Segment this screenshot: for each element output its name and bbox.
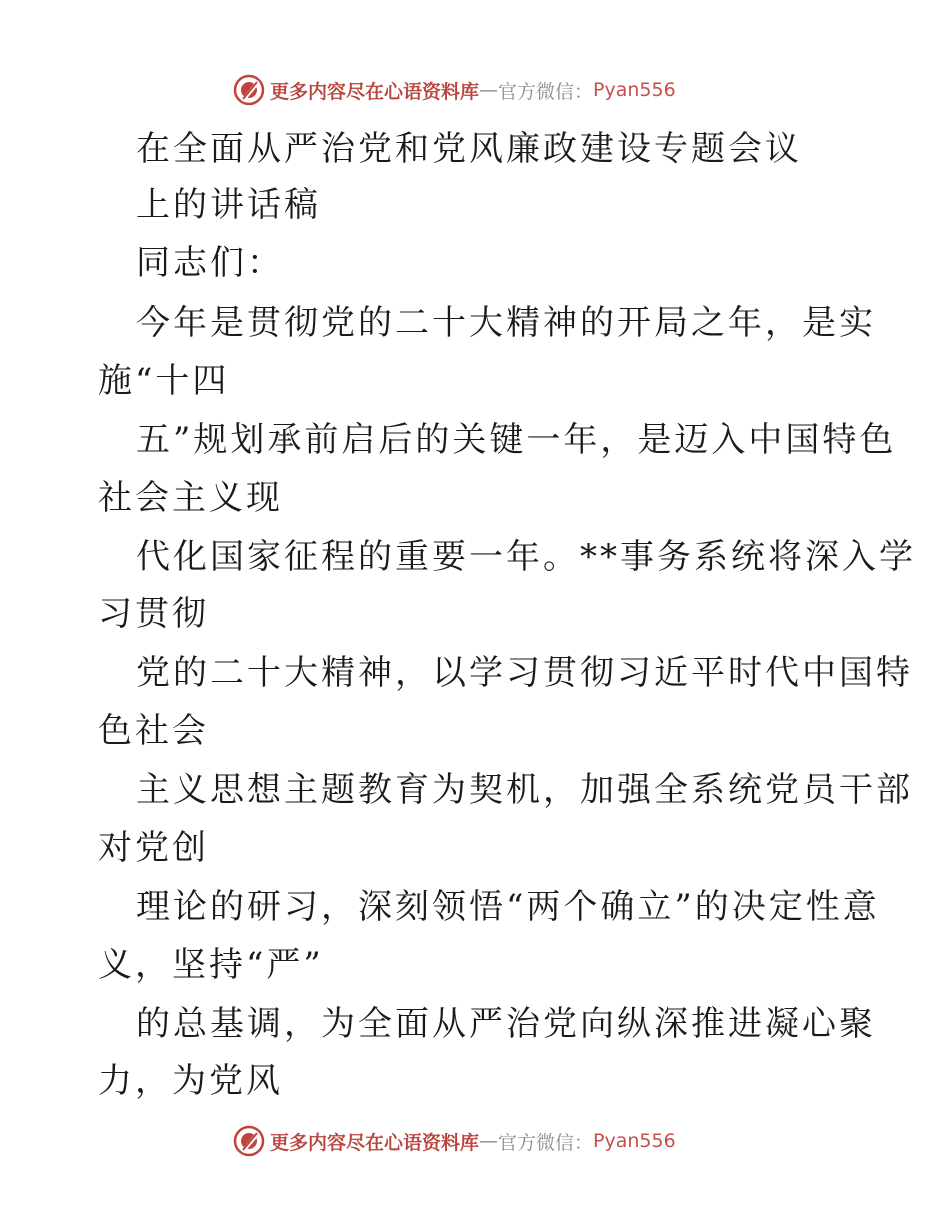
body-line: 主义思想主题教育为契机，加强全系统党员干部 (136, 770, 913, 810)
body-line: 社会主义现 (98, 478, 283, 518)
body-line: 义，坚持“严” (98, 945, 324, 985)
banner-wechat-id: Pyan556 (593, 1130, 676, 1152)
body-line: 对党创 (98, 828, 209, 868)
greeting: 同志们： (136, 243, 284, 283)
banner-separator: — (479, 79, 499, 101)
banner-brand-text: 更多内容尽在心语资料库 (270, 1131, 480, 1154)
logo-icon (232, 73, 266, 107)
body-line: 习贯彻 (98, 594, 209, 634)
body-line: 的总基调，为全面从严治党向纵深推进凝心聚 (136, 1004, 876, 1044)
body-line: 力，为党风 (98, 1061, 283, 1101)
body-line: 代化国家征程的重要一年。**事务系统将深入学 (136, 537, 916, 577)
body-line: 五”规划承前启后的关键一年，是迈入中国特色 (136, 420, 897, 460)
header-banner (232, 73, 676, 107)
logo-icon (232, 1124, 266, 1158)
banner-wechat-id: Pyan556 (593, 79, 676, 101)
body-line: 今年是贯彻党的二十大精神的开局之年，是实 (136, 303, 876, 343)
banner-separator: — (479, 1130, 499, 1152)
banner-wechat-label: 官方微信： (498, 80, 594, 103)
banner-brand-text: 更多内容尽在心语资料库 (270, 80, 480, 103)
body-line: 色社会 (98, 711, 209, 751)
body-line: 理论的研习，深刻领悟“两个确立”的决定性意 (136, 887, 880, 927)
banner-wechat-label: 官方微信： (498, 1131, 594, 1154)
title-line-1: 在全面从严治党和党风廉政建设专题会议 (136, 129, 802, 169)
title-line-2: 上的讲话稿 (136, 185, 321, 225)
body-line: 党的二十大精神，以学习贯彻习近平时代中国特 (136, 653, 913, 693)
footer-banner (232, 1124, 676, 1158)
body-line: 施“十四 (98, 361, 230, 401)
